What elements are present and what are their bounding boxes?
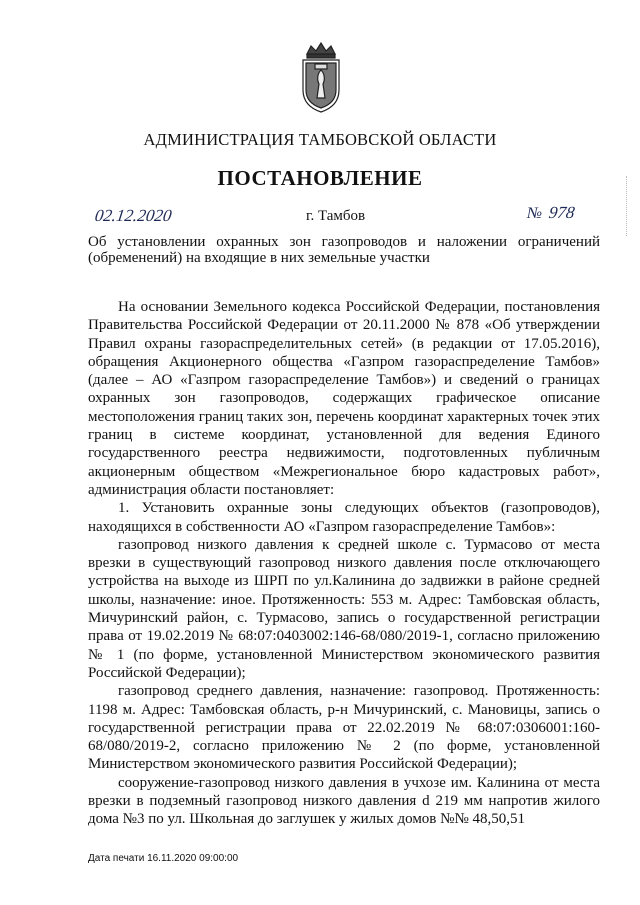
print-date: Дата печати 16.11.2020 09:00:00 [88,853,239,864]
handwritten-number: 978 [547,203,576,222]
paragraph: газопровод среднего давления, назначение: газопровод. Протяженность: 1198 м. Адрес: Тамбовская область, р-н Мичуринский, с. Мановицы, запись о государственной регистрации права от 22.02.2019 № 68:07:0306001:160-68/080/2019-2, согласно приложению № 2 (по форме, установленной Министерством экономического развития Российской Федерации); [88,683,600,773]
city: г. Тамбов [306,208,366,224]
coat-of-arms-icon [297,40,345,116]
organization-name: АДМИНИСТРАЦИЯ ТАМБОВСКОЙ ОБЛАСТИ [143,130,497,149]
scan-edge-mark [626,176,628,236]
handwritten-date: 02.12.2020 [93,206,173,225]
paragraph: газопровод низкого давления к средней школе с. Турмасово от места врезки в существующий газопровод низкого давления после отключающего устройства на выходе из ШРП по ул.Калинина до задвижки в районе средней школы, назначение: иное. Протяженность: 553 м. Адрес: Тамбовская область, Мичуринский район, с. Турмасово, запись о государственной регистрации права от 19.02.2019 № 68:07:0403002:146-68/080/2019-1, согласно приложению № 1 (по форме, установленной Министерством экономического развития Российской Федерации); [88,536,600,681]
document-body [88,298,600,829]
paragraph: На основании Земельного кодекса Российской Федерации, постановления Правительства Российской Федерации от 20.11.2000 № 878 «Об утверждении Правил охраны газораспределительных сетей» (в редакции от 17.05.2016), обращения Акционерного общества «Газпром газораспределение Тамбов» (далее – АО «Газпром газораспределение Тамбов») и сведений о границах охранных зон газопроводов, содержащих графическое описание местоположения границ таких зон, перечень координат характерных точек этих границ в системе координат, установленной для ведения Единого государственного реестра недвижимости, подготовленных публичным акционерным обществом «Межрегиональное бюро кадастровых работ», администрация области постановляет: [88,299,600,498]
number-sign: № [527,205,543,222]
paragraph: сооружение-газопровод низкого давления в учхозе им. Калинина от места врезки в подземный газопровод низкого давления d 219 мм напротив жилого дома №3 по ул. Школьная до заглушек у жилых домов №№ 48,50,51 [88,774,600,828]
document-title: ПОСТАНОВЛЕНИЕ [217,166,423,190]
document-subject: Об установлении охранных зон газопроводов и наложении ограничений (обременений) на входящие в них земельные участки [88,234,600,266]
paragraph: 1. Установить охранные зоны следующих объектов (газопроводов), находящихся в собственности АО «Газпром газораспределение Тамбов»: [88,500,600,535]
